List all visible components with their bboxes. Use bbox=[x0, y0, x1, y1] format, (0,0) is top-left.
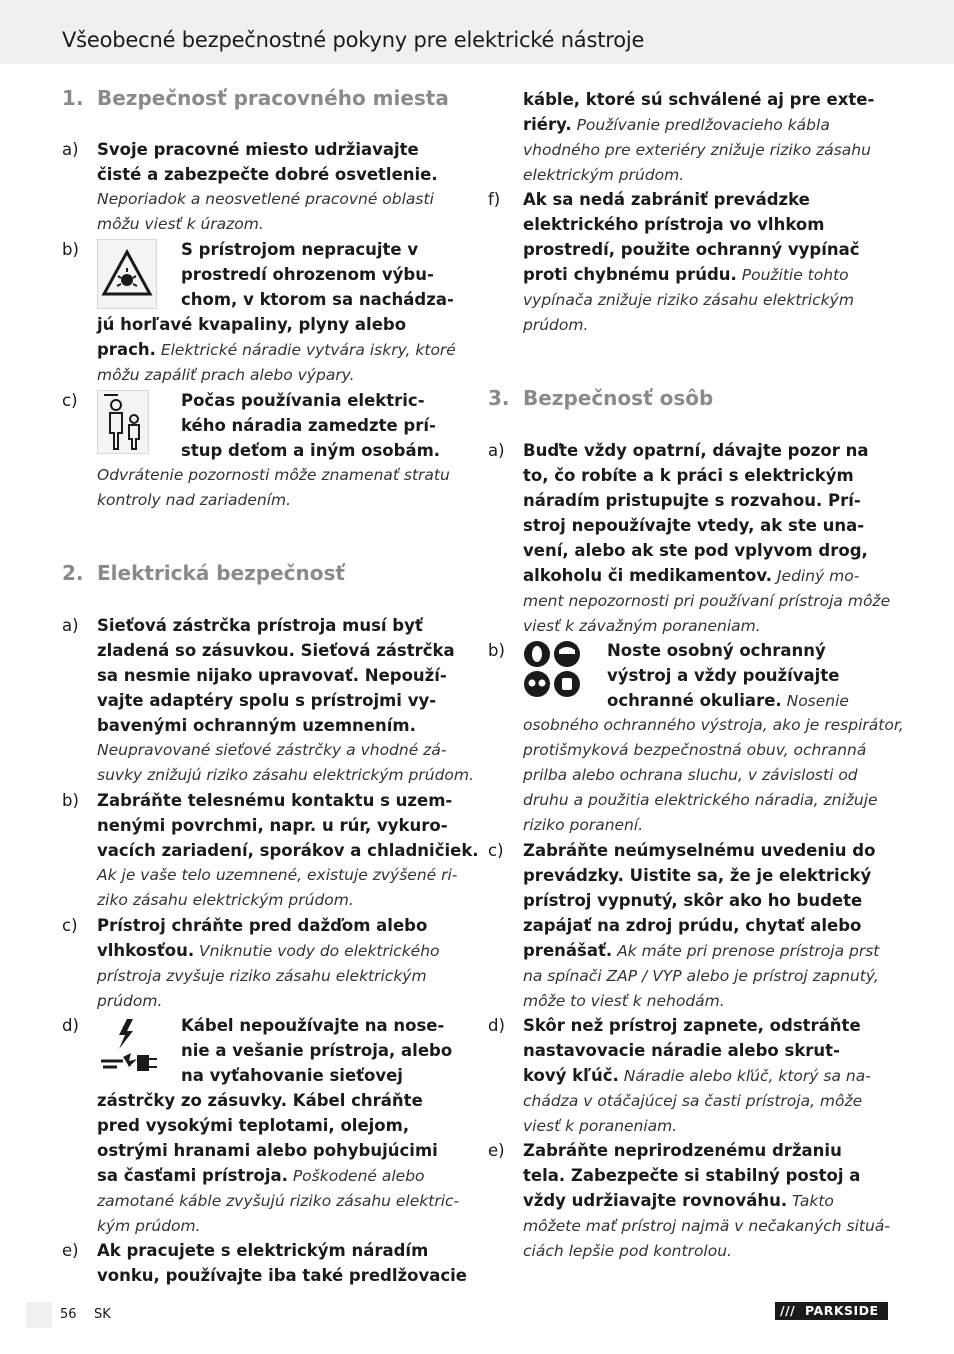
parkside-logo bbox=[775, 1302, 888, 1320]
section-heading-2: 2. Elektrická bezpečnosť bbox=[62, 561, 345, 585]
page-title: Všeobecné bezpečnostné pokyny pre elektrické nástroje bbox=[62, 28, 645, 52]
language-code: SK bbox=[94, 1307, 111, 1322]
page-number: 56 bbox=[60, 1307, 77, 1322]
logo-slashes: /// bbox=[780, 1303, 796, 1318]
section-heading-1: 1. Bezpečnosť pracovného miesta bbox=[62, 86, 449, 110]
footer-marker bbox=[26, 1302, 52, 1328]
protective-equipment-icon bbox=[523, 640, 581, 698]
damaged-cable-icon bbox=[97, 1015, 159, 1081]
keep-children-away-icon bbox=[97, 390, 149, 454]
explosion-warning-icon bbox=[97, 239, 157, 309]
logo-brand: PARKSIDE bbox=[805, 1303, 879, 1318]
section-heading-3: 3. Bezpečnosť osôb bbox=[488, 386, 714, 410]
page-header bbox=[0, 0, 954, 64]
